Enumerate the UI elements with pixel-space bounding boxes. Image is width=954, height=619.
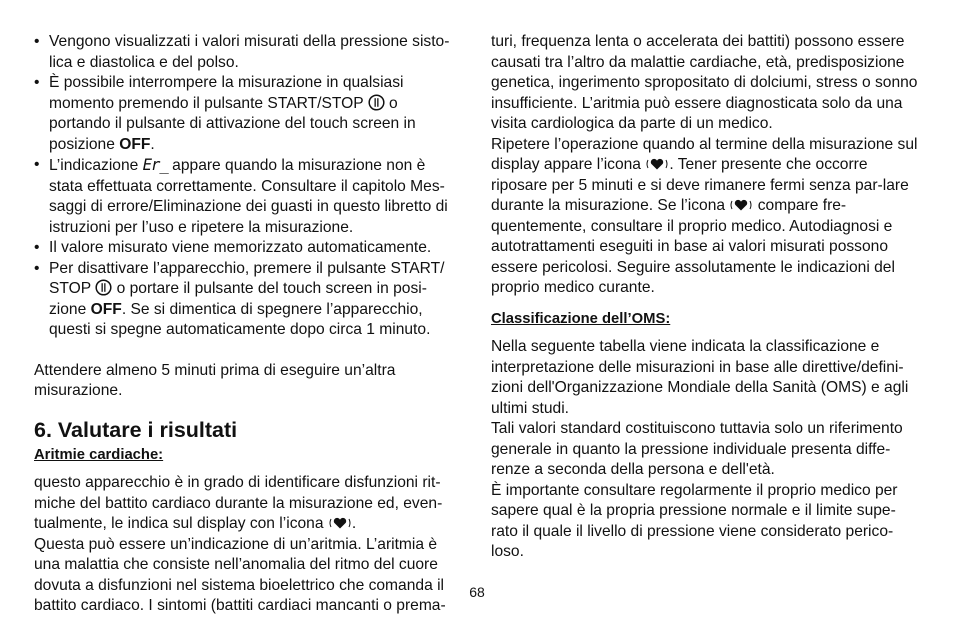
off-label: OFF [119, 135, 151, 153]
bullet-text: Il valore misurato viene memorizzato automaticamente. [49, 239, 432, 256]
bullet-text: . Se si dimentica di spegnere l’apparecchio, questi si spegne automaticamente dopo circa 1 minuto. [49, 300, 431, 338]
who-paragraph: Tali valori standard costituiscono tuttavia solo un riferimento generale in quanto la pressione individuale presenta diffe-renze a seconda della persona e dell'età. [491, 420, 903, 478]
section-heading: 6. Valutare i risultati [34, 417, 238, 442]
list-item [34, 155, 462, 238]
list-item [34, 238, 462, 259]
who-paragraph: Nella seguente tabella viene indicata la classificazione e interpretazione delle misurazioni in base alle direttive/defini-zioni dell'Organizzazione Mondiale della Sanità (OMS) e agli ultimi studi. [491, 338, 909, 417]
irregular-heartbeat-icon [729, 198, 753, 212]
bullet-text: o portando il pulsante di attivazione del touch screen in posizione [49, 94, 416, 153]
arrhythmia-subheading: Aritmie cardiache: [34, 446, 164, 463]
paragraph-text: compare fre-quentemente, consultare il proprio medico. Autodiagnosi e autotrattamenti eseguiti in base ai valori misurati possono essere pericolosi. Seguire assolutamente le indicazioni del proprio medico curante. [491, 197, 895, 296]
paragraph-text: . [351, 515, 357, 532]
bullet-text: appare quando la misurazione non è stata effettuata correttamente. Consultare il capitolo Mes-saggi di errore/Eliminazione dei guasti in questo libretto di istruzioni per l’uso e ripetere la misurazione. [49, 157, 448, 236]
irregular-heartbeat-icon [645, 157, 669, 171]
bullet-text: o portare il pulsante del touch screen in posi-zione [49, 280, 427, 318]
arrhythmia-paragraph [34, 473, 462, 535]
arrhythmia-paragraph: Questa può essere un’indicazione di un’aritmia. L’aritmia è una malattia che consiste nell’anomalia del ritmo del cuore dovuta a disfunzioni nel sistema bioelettrico che comanda il battito cardiaco. I sintomi (battiti cardiaci mancanti o prema- [34, 535, 446, 614]
power-button-icon [368, 94, 385, 111]
repeat-paragraph [491, 135, 922, 299]
off-label: OFF [90, 300, 122, 318]
bullet-text: Per disattivare l’apparecchio, premere il pulsante START/ STOP [49, 259, 445, 297]
bullet-text: Vengono visualizzati i valori misurati della pressione sisto-lica e diastolica e del polso. [49, 33, 450, 71]
list-item [34, 259, 462, 341]
bullet-text: . [150, 135, 155, 153]
paragraph-text: . Tener presente che occorre riposare per 5 minuti e si deve rimanere fermi senza par-lare durante la misurazione. Se l’icona [491, 156, 909, 214]
bullet-text: L’indicazione [49, 157, 139, 174]
instructions-list [34, 32, 462, 341]
who-classification-subheading: Classificazione dell’OMS: [491, 310, 671, 327]
who-paragraph: È importante consultare regolarmente il proprio medico per sapere qual è la propria pressione normale e il limite supe-rato il quale il livello di pressione viene considerato perico-loso. [491, 481, 898, 560]
paragraph-text: Ripetere l’operazione quando al termine della misurazione sul display appare l’icona [491, 135, 918, 173]
irregular-heartbeat-icon [328, 516, 352, 530]
right-column [491, 32, 922, 563]
page-number: 68 [469, 584, 485, 600]
list-item [34, 73, 462, 155]
left-column [34, 32, 462, 617]
paragraph-text: questo apparecchio è in grado di identificare disfunzioni rit-miche del battito cardiaco durante la misurazione ed, even-tualmente, le indica sul display con l’icona [34, 474, 443, 532]
power-button-icon [95, 279, 112, 296]
arrhythmia-continuation: turi, frequenza lenta o accelerata dei battiti) possono essere causati tra l’altro da malattie cardiache, età, predisposizione genetica, ingerimento spropositato di dolciumi, stress o sonno insufficiente. L’aritmia può essere diagnosticata solo da una visita cardiologica da parte di un medico. [491, 33, 918, 132]
wait-note: Attendere almeno 5 minuti prima di eseguire un’altra misurazione. [34, 361, 396, 399]
bullet-text: È possibile interrompere la misurazione in qualsiasi momento premendo il pulsante START/STOP [49, 74, 404, 112]
list-item [34, 32, 462, 73]
error-code-symbol: Er_ [142, 156, 168, 174]
